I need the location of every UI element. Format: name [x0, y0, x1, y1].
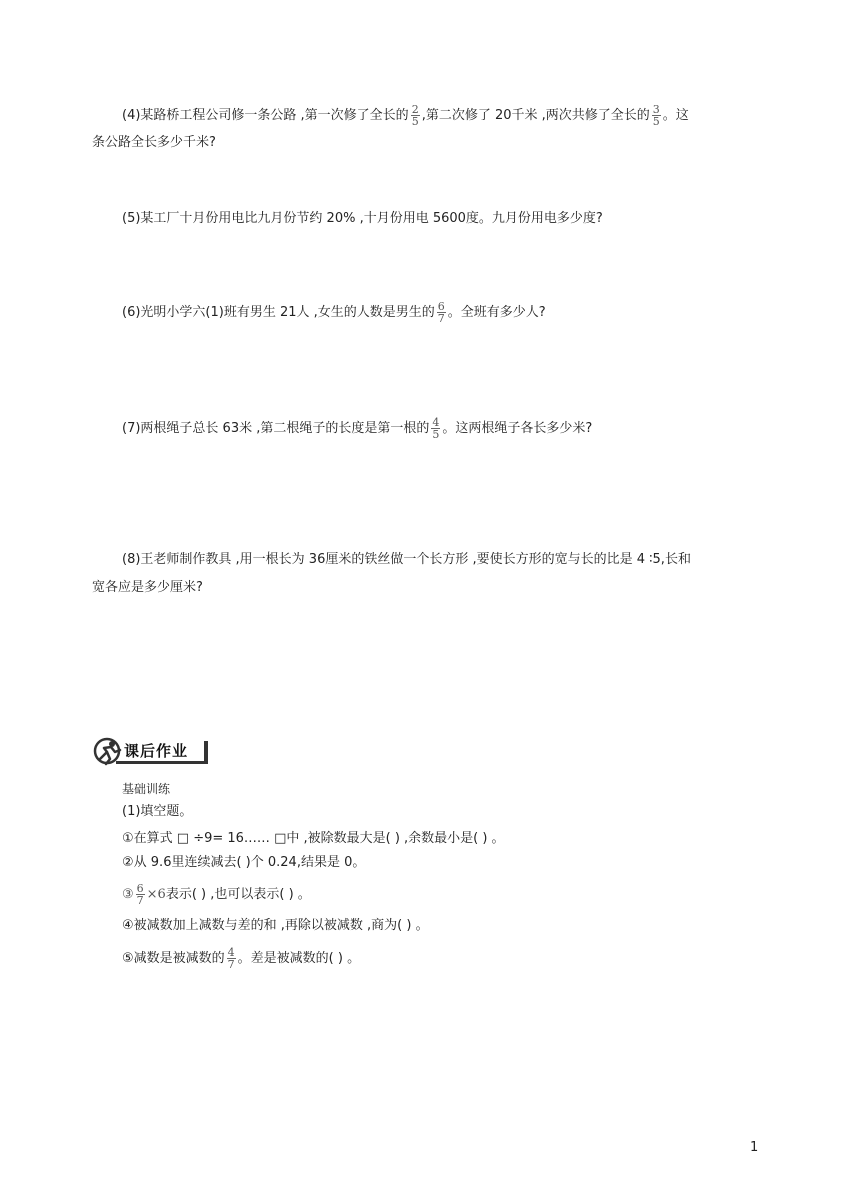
fraction-6-7 — [136, 883, 145, 906]
fraction-6-7 — [437, 301, 446, 324]
section-banner-title: 课后作业 — [124, 742, 189, 760]
problem-6-text-b: 。全班有多少人? — [447, 305, 546, 320]
problem-5: (5)某工厂十月份用电比九月份节约 20% ,十月份用电 5600度。九月份用电多少度? — [122, 211, 603, 226]
problem-7-text-b: 。这两根绳子各长多少米? — [442, 421, 593, 436]
times-six: ×6 — [146, 887, 166, 902]
fraction-numerator: 2 — [411, 103, 419, 116]
problem-7-text-a: (7)两根绳子总长 63米 ,第二根绳子的长度是第一根的 — [122, 421, 430, 436]
problem-6 — [122, 301, 546, 324]
item-3-marker: ③ — [122, 887, 134, 902]
question-1-title: (1)填空题。 — [122, 804, 193, 819]
fraction-2-5 — [411, 104, 420, 127]
fraction-numerator: 6 — [136, 882, 144, 895]
fraction-4-5 — [431, 417, 440, 440]
section-subtitle: 基础训练 — [122, 782, 171, 796]
problem-7 — [122, 417, 592, 440]
fraction-numerator: 4 — [227, 946, 235, 959]
fraction-denominator: 7 — [227, 958, 235, 971]
page-number: 1 — [750, 1140, 759, 1155]
fraction-4-7 — [227, 947, 236, 970]
problem-4-text-c: 。这 — [662, 108, 689, 123]
fraction-numerator: 6 — [437, 300, 445, 313]
section-banner — [92, 737, 210, 765]
fraction-denominator: 5 — [411, 115, 419, 128]
fraction-numerator: 4 — [432, 416, 440, 429]
fill-item-4: ④被减数加上减数与差的和 ,再除以被减数 ,商为( ) 。 — [122, 918, 429, 933]
fill-item-5 — [122, 947, 360, 970]
problem-4-line-1 — [122, 104, 689, 127]
fill-item-3 — [122, 883, 311, 906]
fill-item-2: ②从 9.6里连续减去( )个 0.24,结果是 0。 — [122, 855, 366, 870]
fraction-numerator: 3 — [652, 103, 660, 116]
fraction-denominator: 5 — [432, 428, 440, 441]
problem-8-line-1: (8)王老师制作教具 ,用一根长为 36厘米的铁丝做一个长方形 ,要使长方形的宽与长的比是 4 ∶5,长和 — [122, 552, 691, 567]
item-5-text-a: ⑤减数是被减数的 — [122, 951, 225, 966]
problem-6-text-a: (6)光明小学六(1)班有男生 21人 ,女生的人数是男生的 — [122, 305, 435, 320]
banner-edge — [204, 741, 208, 764]
fraction-denominator: 7 — [136, 894, 144, 907]
banner-underline — [116, 761, 208, 764]
item-3-text: 表示( ) ,也可以表示( ) 。 — [165, 887, 311, 902]
problem-4-text-b: ,第二次修了 20千米 ,两次共修了全长的 — [421, 108, 650, 123]
fraction-denominator: 5 — [652, 115, 660, 128]
fraction-3-5 — [652, 104, 661, 127]
fill-item-1: ①在算式 □ ÷9= 16…… □中 ,被除数最大是( ) ,余数最小是( ) 。 — [122, 831, 505, 846]
problem-8-line-2: 宽各应是多少厘米? — [92, 580, 203, 595]
fraction-denominator: 7 — [437, 312, 445, 325]
problem-4-text-a: (4)某路桥工程公司修一条公路 ,第一次修了全长的 — [122, 108, 409, 123]
problem-4-line-2: 条公路全长多少千米? — [92, 135, 216, 150]
item-5-text-b: 。差是被减数的( ) 。 — [237, 951, 361, 966]
